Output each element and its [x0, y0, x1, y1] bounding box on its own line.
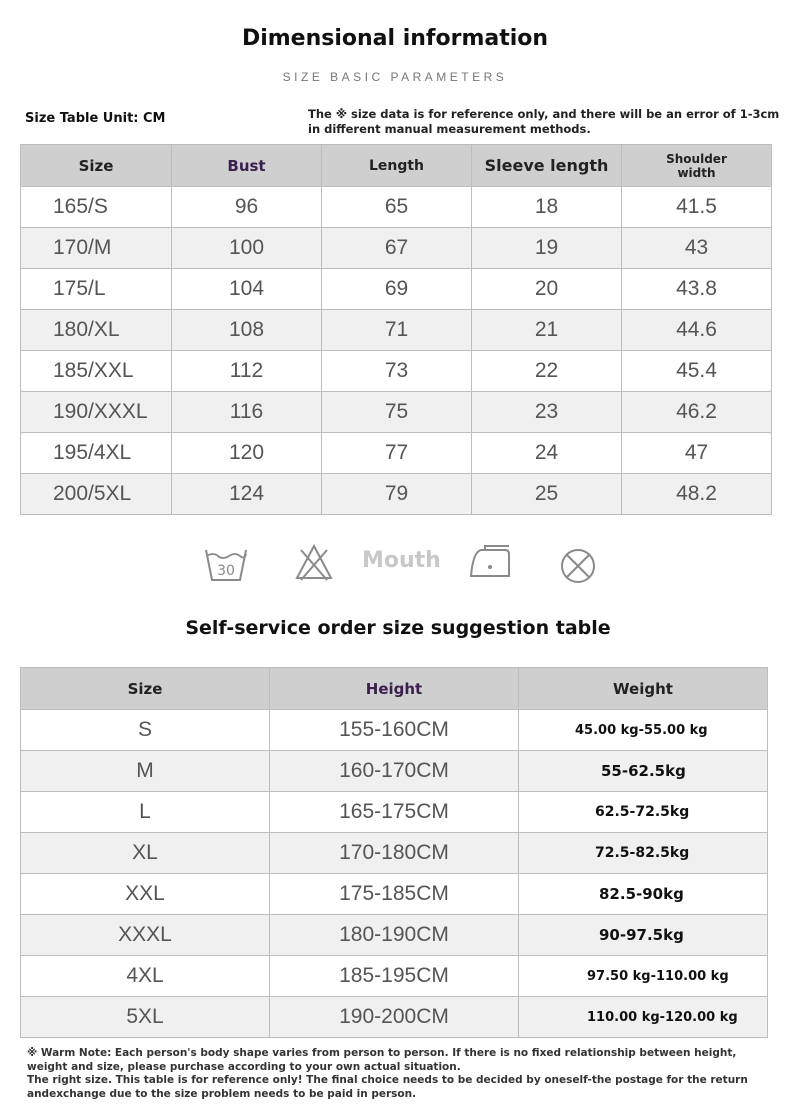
size-cell: S — [21, 710, 270, 751]
shoulder-cell: 47 — [622, 433, 772, 474]
height-cell: 155-160CM — [270, 710, 519, 751]
sleeve-cell: 21 — [472, 310, 622, 351]
header-shoulder-width: Shoulder width — [622, 145, 772, 187]
no-bleach-icon — [291, 540, 337, 586]
bust-cell: 108 — [172, 310, 322, 351]
height-cell: 180-190CM — [270, 915, 519, 956]
shoulder-cell: 48.2 — [622, 474, 772, 515]
sleeve-cell: 24 — [472, 433, 622, 474]
size-cell: 4XL — [21, 956, 270, 997]
length-cell: 79 — [322, 474, 472, 515]
page-subtitle: SIZE BASIC PARAMETERS — [282, 70, 508, 84]
shoulder-cell: 41.5 — [622, 187, 772, 228]
length-cell: 69 — [322, 269, 472, 310]
length-cell: 67 — [322, 228, 472, 269]
table-row — [21, 187, 772, 228]
bust-cell: 120 — [172, 433, 322, 474]
size-cell: XL — [21, 833, 270, 874]
size-cell: 5XL — [21, 997, 270, 1038]
length-cell: 77 — [322, 433, 472, 474]
height-cell: 185-195CM — [270, 956, 519, 997]
height-cell: 190-200CM — [270, 997, 519, 1038]
table-row — [21, 433, 772, 474]
size-cell: L — [21, 792, 270, 833]
shoulder-cell: 45.4 — [622, 351, 772, 392]
unit-label: Size Table Unit: CM — [25, 111, 166, 126]
table-row — [21, 874, 768, 915]
sleeve-cell: 18 — [472, 187, 622, 228]
header-size: Size — [21, 145, 172, 187]
size-cell: 200/5XL — [21, 474, 172, 515]
table-row — [21, 833, 768, 874]
header-bust: Bust — [172, 145, 322, 187]
bust-cell: 100 — [172, 228, 322, 269]
wash-30-icon — [203, 540, 249, 586]
size-table — [20, 144, 772, 515]
header-height: Height — [270, 668, 519, 710]
suggestion-table-header — [21, 668, 768, 710]
shoulder-cell: 43.8 — [622, 269, 772, 310]
no-tumble-dry-icon — [555, 540, 601, 586]
header-sleeve-length: Sleeve length — [472, 145, 622, 187]
reference-note: The ※ size data is for reference only, and there will be an error of 1-3cm in different manual measurement methods. — [308, 107, 780, 136]
table-row — [21, 997, 768, 1038]
page-title: Dimensional information — [241, 26, 549, 51]
bust-cell: 112 — [172, 351, 322, 392]
warm-note-line-2: The right size. This table is for reference only! The final choice needs to be decided by oneself-the postage for the return andexchange due to the size problem needs to be paid in person. — [27, 1074, 748, 1100]
table-row — [21, 474, 772, 515]
shoulder-cell: 44.6 — [622, 310, 772, 351]
size-cell: XXL — [21, 874, 270, 915]
sleeve-cell: 20 — [472, 269, 622, 310]
weight-cell: 90-97.5kg — [519, 915, 768, 956]
sleeve-cell: 23 — [472, 392, 622, 433]
height-cell: 175-185CM — [270, 874, 519, 915]
table-row — [21, 310, 772, 351]
weight-cell: 45.00 kg-55.00 kg — [519, 710, 768, 751]
table-row — [21, 751, 768, 792]
header-weight: Weight — [519, 668, 768, 710]
size-cell: 175/L — [21, 269, 172, 310]
weight-cell: 110.00 kg-120.00 kg — [519, 997, 768, 1038]
header-size: Size — [21, 668, 270, 710]
shoulder-cell: 43 — [622, 228, 772, 269]
size-cell: 170/M — [21, 228, 172, 269]
weight-cell: 55-62.5kg — [519, 751, 768, 792]
height-cell: 165-175CM — [270, 792, 519, 833]
iron-icon — [467, 540, 513, 586]
table-row — [21, 710, 768, 751]
wash-temp-label: 30 — [217, 563, 235, 579]
table-row — [21, 792, 768, 833]
size-cell: M — [21, 751, 270, 792]
table-row — [21, 269, 772, 310]
table-row — [21, 228, 772, 269]
length-cell: 71 — [322, 310, 472, 351]
sleeve-cell: 25 — [472, 474, 622, 515]
size-table-header — [21, 145, 772, 187]
warm-note-line-1: ※ Warm Note: Each person's body shape varies from person to person. If there is no fixed relationship between height, weight and size, please purchase according to your own actual situation. — [27, 1047, 737, 1073]
sleeve-cell: 19 — [472, 228, 622, 269]
weight-cell: 82.5-90kg — [519, 874, 768, 915]
table-row — [21, 351, 772, 392]
bust-cell: 104 — [172, 269, 322, 310]
header-length: Length — [322, 145, 472, 187]
length-cell: 65 — [322, 187, 472, 228]
bust-cell: 96 — [172, 187, 322, 228]
size-cell: 185/XXL — [21, 351, 172, 392]
suggestion-table-title: Self-service order size suggestion table — [185, 617, 611, 639]
care-text: Mouth — [362, 548, 441, 573]
size-cell: 180/XL — [21, 310, 172, 351]
table-row — [21, 392, 772, 433]
length-cell: 75 — [322, 392, 472, 433]
height-cell: 160-170CM — [270, 751, 519, 792]
weight-cell: 72.5-82.5kg — [519, 833, 768, 874]
sleeve-cell: 22 — [472, 351, 622, 392]
warm-note — [27, 1047, 777, 1101]
shoulder-cell: 46.2 — [622, 392, 772, 433]
bust-cell: 124 — [172, 474, 322, 515]
size-cell: XXXL — [21, 915, 270, 956]
size-cell: 190/XXXL — [21, 392, 172, 433]
weight-cell: 97.50 kg-110.00 kg — [519, 956, 768, 997]
size-cell: 165/S — [21, 187, 172, 228]
size-cell: 195/4XL — [21, 433, 172, 474]
bust-cell: 116 — [172, 392, 322, 433]
size-suggestion-table — [20, 667, 768, 1038]
length-cell: 73 — [322, 351, 472, 392]
weight-cell: 62.5-72.5kg — [519, 792, 768, 833]
table-row — [21, 956, 768, 997]
table-row — [21, 915, 768, 956]
height-cell: 170-180CM — [270, 833, 519, 874]
